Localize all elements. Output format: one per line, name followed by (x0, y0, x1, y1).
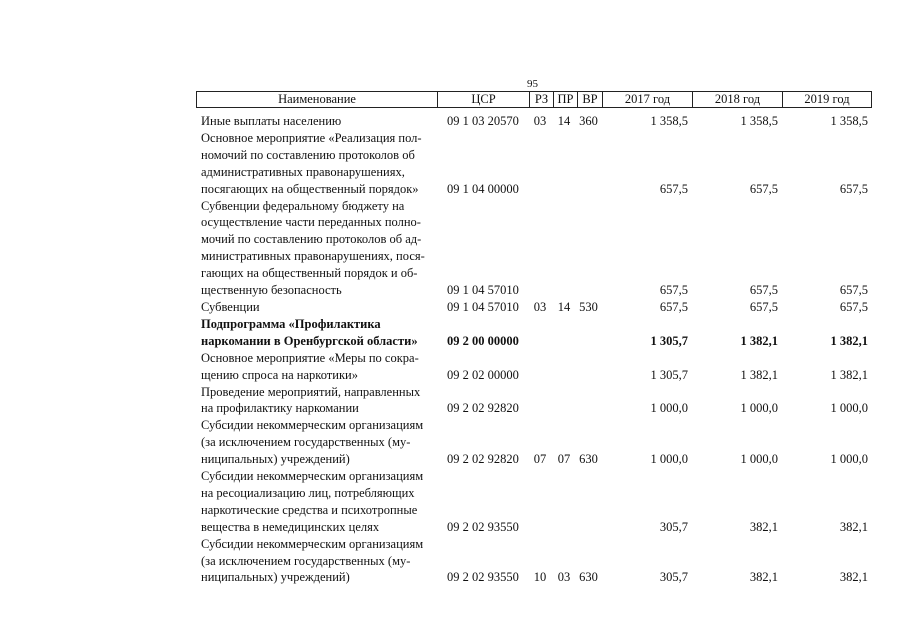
header-2017: 2017 год (602, 92, 692, 107)
row-name-line: мочий по составлению протоколов об ад- (201, 232, 422, 247)
row-name-line: посягающих на общественный порядок» (201, 181, 419, 196)
row-2017: 657,5 (659, 283, 688, 298)
row-csr: 09 2 02 93550 (447, 519, 519, 534)
table-row (196, 130, 872, 198)
row-rz: 07 (533, 452, 547, 467)
row-pr: 14 (557, 114, 571, 128)
row-name-line: вещества в немедицинских целях (201, 519, 380, 534)
row-name-line: (за исключением государственных (му- (201, 553, 411, 568)
row-csr: 09 1 04 00000 (447, 181, 519, 196)
row-name-line: Субсидии некоммерческим организациям (201, 536, 424, 551)
row-2019: 1 382,1 (830, 333, 868, 348)
row-name-line: на профилактику наркомании (201, 401, 359, 416)
table-row (196, 316, 872, 350)
row-name-line: Субвенции федеральному бюджету на (201, 198, 405, 213)
header-2018: 2018 год (692, 92, 782, 107)
row-2017: 657,5 (659, 299, 688, 314)
row-name (196, 299, 446, 316)
page-number: 95 (527, 78, 538, 90)
row-2018: 382,1 (749, 570, 778, 585)
row-name-line: ниципальных) учреждений) (201, 452, 350, 467)
row-2018: 1 358,5 (740, 114, 778, 128)
header-name: Наименование (278, 92, 356, 106)
row-vr: 630 (579, 452, 598, 467)
row-vr: 630 (579, 570, 598, 585)
row-csr: 09 2 02 92820 (447, 401, 519, 416)
row-name-line: на ресоциализацию лиц, потребляющих (201, 485, 415, 500)
row-name (196, 384, 446, 418)
row-2017: 305,7 (659, 519, 688, 534)
table-row (196, 113, 872, 130)
table-row (196, 384, 872, 418)
table-row (196, 299, 872, 316)
row-2019: 1 382,1 (830, 367, 868, 382)
row-pr: 03 (557, 570, 571, 585)
row-2017: 305,7 (659, 570, 688, 585)
row-csr: 09 2 02 92820 (447, 452, 519, 467)
row-name-line: осуществление части переданных полно- (201, 215, 421, 230)
row-csr: 09 2 02 93550 (447, 570, 519, 585)
row-name (196, 130, 446, 198)
row-name (196, 113, 446, 130)
row-vr: 360 (579, 114, 598, 128)
row-name-line: (за исключением государственных (му- (201, 435, 411, 450)
row-name-line: Субсидии некоммерческим организациям (201, 469, 424, 484)
row-2018: 657,5 (749, 283, 778, 298)
row-csr: 09 2 02 00000 (447, 367, 519, 382)
row-csr: 09 1 04 57010 (447, 283, 519, 298)
row-csr: 09 1 03 20570 (447, 114, 519, 128)
row-2019: 1 000,0 (830, 452, 868, 467)
header-rz: РЗ (529, 92, 553, 107)
row-2017: 1 305,7 (650, 333, 688, 348)
row-rz: 03 (533, 299, 547, 314)
row-2019: 1 000,0 (830, 401, 868, 416)
row-name-line: административных правонарушениях, (201, 164, 405, 179)
row-rz: 10 (533, 570, 547, 585)
row-name-line: Основное мероприятие «Реализация пол- (201, 130, 422, 145)
row-2017: 1 305,7 (650, 367, 688, 382)
row-2017: 657,5 (659, 181, 688, 196)
row-name-line: Основное мероприятие «Меры по сокра- (201, 350, 419, 365)
row-name-line: наркотические средства и психотропные (201, 502, 418, 517)
row-name-line: наркомании в Оренбургской области» (201, 333, 418, 348)
row-name-line: министративных правонарушениях, пося- (201, 249, 425, 264)
row-vr: 530 (579, 299, 598, 314)
row-name-line: Проведение мероприятий, направленных (201, 384, 421, 399)
row-2019: 657,5 (839, 283, 868, 298)
row-2018: 1 382,1 (740, 333, 778, 348)
header-pr: ПР (553, 92, 577, 107)
row-name-line: щению спроса на наркотики» (201, 367, 358, 382)
row-2017: 1 000,0 (650, 452, 688, 467)
header-2019: 2019 год (782, 92, 871, 107)
row-name-line: Подпрограмма «Профилактика (201, 316, 381, 331)
row-2019: 1 358,5 (830, 114, 868, 128)
row-2018: 657,5 (749, 299, 778, 314)
row-2019: 657,5 (839, 181, 868, 196)
table-row (196, 198, 872, 299)
table-row (196, 350, 872, 384)
row-csr: 09 2 00 00000 (447, 333, 519, 348)
row-pr: 14 (557, 299, 571, 314)
row-name (196, 198, 446, 299)
budget-table-body (196, 113, 872, 586)
row-name (196, 316, 446, 350)
row-name (196, 417, 446, 468)
row-name-line: Субсидии некоммерческим организациям (201, 418, 424, 433)
table-row (196, 417, 872, 468)
row-2019: 382,1 (839, 519, 868, 534)
row-name-line: номочий по составлению протоколов об (201, 147, 415, 162)
row-name-line: щественную безопасность (201, 283, 342, 298)
row-2018: 1 000,0 (740, 452, 778, 467)
row-name (196, 468, 446, 536)
row-name (196, 536, 446, 587)
table-row (196, 536, 872, 587)
row-name (196, 350, 446, 384)
row-rz: 03 (533, 114, 547, 128)
header-csr: ЦСР (437, 92, 529, 107)
table-header (196, 91, 872, 108)
row-2019: 382,1 (839, 570, 868, 585)
row-name-line: Субвенции (201, 299, 260, 314)
row-name-line: Иные выплаты населению (201, 114, 342, 128)
row-2017: 1 358,5 (650, 114, 688, 128)
row-name-line: гающих на общественный порядок и об- (201, 266, 418, 281)
row-2018: 1 382,1 (740, 367, 778, 382)
row-2018: 1 000,0 (740, 401, 778, 416)
header-vr: ВР (577, 92, 602, 107)
row-2017: 1 000,0 (650, 401, 688, 416)
row-name-line: ниципальных) учреждений) (201, 570, 350, 585)
row-2019: 657,5 (839, 299, 868, 314)
row-csr: 09 1 04 57010 (447, 299, 519, 314)
row-2018: 657,5 (749, 181, 778, 196)
row-2018: 382,1 (749, 519, 778, 534)
row-pr: 07 (557, 452, 571, 467)
table-row (196, 468, 872, 536)
